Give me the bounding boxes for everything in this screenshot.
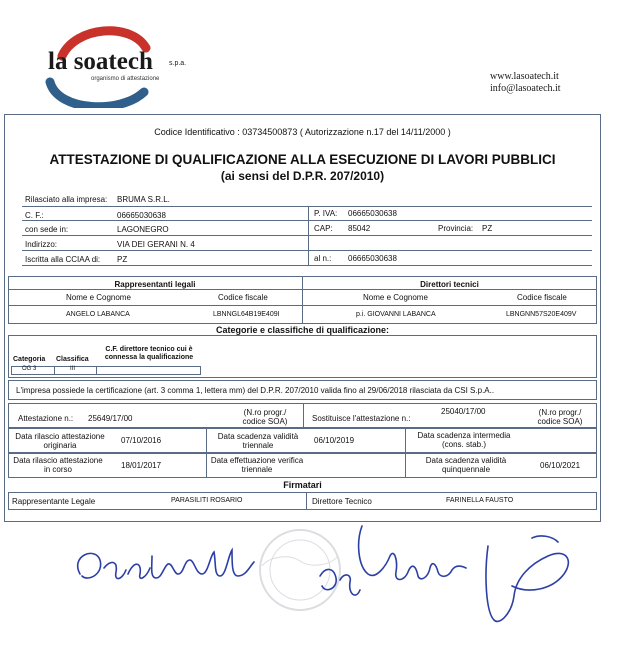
logo-tagline: organismo di attestazione	[91, 76, 160, 82]
rep-cf: LBNNGL64B19E409I	[213, 311, 280, 318]
rep-header: Rappresentanti legali	[114, 280, 196, 289]
categories-title: Categorie e classifiche di qualificazione:	[215, 325, 390, 335]
sost-value: 25040/17/00	[441, 407, 486, 416]
nro-label-2: (N.ro progr./ codice SOA)	[537, 408, 583, 426]
handwritten-signatures	[0, 516, 617, 656]
att-value: 25649/17/00	[88, 414, 133, 423]
scad-trien-value: 06/10/2019	[314, 436, 355, 445]
piva-value: 06665030638	[348, 209, 397, 218]
scad-trien-label: Data scadenza validità triennale	[217, 432, 299, 450]
cf-label: C. F.:	[25, 211, 44, 220]
rilasciato-value: BRUMA S.R.L.	[117, 195, 170, 204]
logo-suffix: s.p.a.	[169, 60, 187, 67]
indirizzo-value: VIA DEI GERANI N. 4	[117, 240, 195, 249]
firm-rep-label: Rappresentante Legale	[12, 497, 96, 506]
dir-name: p.i. GIOVANNI LABANCA	[356, 311, 436, 318]
certification-text: L'impresa possiede la certificazione (art. 3 comma 1, lettera mm) del D.P.R. 207/2010 valida fino al 29/06/2018 rilasciata da CSI S.p.A..	[16, 386, 495, 395]
col-cf-director: C.F. direttore tecnico cui è connessa la qualificazione	[104, 346, 194, 361]
dir-header: Direttori tecnici	[420, 280, 479, 289]
data-orig-value: 07/10/2016	[121, 436, 162, 445]
website-link[interactable]: www.lasoatech.it	[490, 71, 559, 82]
data-orig-label: Data rilascio attestazione originaria	[15, 432, 105, 450]
scad-quinq-value: 06/10/2021	[540, 461, 581, 470]
nro-label-1: (N.ro progr./ codice SOA)	[242, 408, 288, 426]
firmatari-title: Firmatari	[283, 480, 322, 490]
email-link[interactable]: info@lasoatech.it	[490, 83, 561, 94]
logo-text: la soatech	[48, 48, 153, 75]
firm-rep-name: PARASILITI ROSARIO	[171, 497, 243, 504]
col-categoria: Categoria	[13, 356, 46, 363]
prov-label: Provincia:	[438, 224, 474, 233]
rep-cf-label: Codice fiscale	[218, 293, 268, 302]
sede-value: LAGONEGRO	[117, 225, 169, 234]
data-corso-value: 18/01/2017	[121, 461, 162, 470]
cf-value: 06665030638	[117, 211, 166, 220]
verif-label: Data effettuazione verifica triennale	[210, 456, 304, 474]
cap-label: CAP:	[314, 224, 333, 233]
cciaa-label: Iscritta alla CCIAA di:	[25, 255, 101, 264]
sost-label: Sostituisce l'attestazione n.:	[312, 414, 411, 423]
dir-cf-label: Codice fiscale	[517, 293, 567, 302]
doc-title: ATTESTAZIONE DI QUALIFICAZIONE ALLA ESECUZIONE DI LAVORI PUBBLICI	[49, 152, 556, 167]
firm-dir-label: Direttore Tecnico	[312, 497, 372, 506]
indirizzo-label: Indirizzo:	[25, 240, 58, 249]
sede-label: con sede in:	[25, 225, 69, 234]
row-classifica: III	[70, 366, 76, 372]
logo	[36, 18, 196, 108]
categories-row	[11, 366, 201, 375]
rilasciato-label: Rilasciato alla impresa:	[25, 195, 108, 204]
cciaa-value: PZ	[117, 255, 128, 264]
rep-name: ANGELO LABANCA	[66, 311, 130, 318]
ident-line: Codice Identificativo : 03734500873 ( Autorizzazione n.17 del 14/11/2000 )	[154, 127, 451, 137]
scad-int-label: Data scadenza intermedia (cons. stab.)	[417, 431, 511, 449]
prov-value: PZ	[482, 224, 493, 233]
row-categoria: OG 3	[22, 366, 37, 372]
piva-label: P. IVA:	[314, 209, 338, 218]
data-corso-label: Data rilascio attestazione in corso	[13, 456, 103, 474]
col-classifica: Classifica	[56, 356, 89, 363]
cap-value: 85042	[348, 224, 371, 233]
aln-label: al n.:	[314, 254, 332, 263]
dir-nome-label: Nome e Cognome	[363, 293, 428, 302]
aln-value: 06665030638	[348, 254, 397, 263]
dir-cf: LBNGNN57S20E409V	[506, 311, 577, 318]
scad-quinq-label: Data scadenza validità quinquennale	[425, 456, 507, 474]
att-label: Attestazione n.:	[18, 414, 74, 423]
firm-dir-name: FARINELLA FAUSTO	[446, 497, 514, 504]
rep-nome-label: Nome e Cognome	[66, 293, 131, 302]
doc-subtitle: (ai sensi del D.P.R. 207/2010)	[220, 169, 385, 183]
